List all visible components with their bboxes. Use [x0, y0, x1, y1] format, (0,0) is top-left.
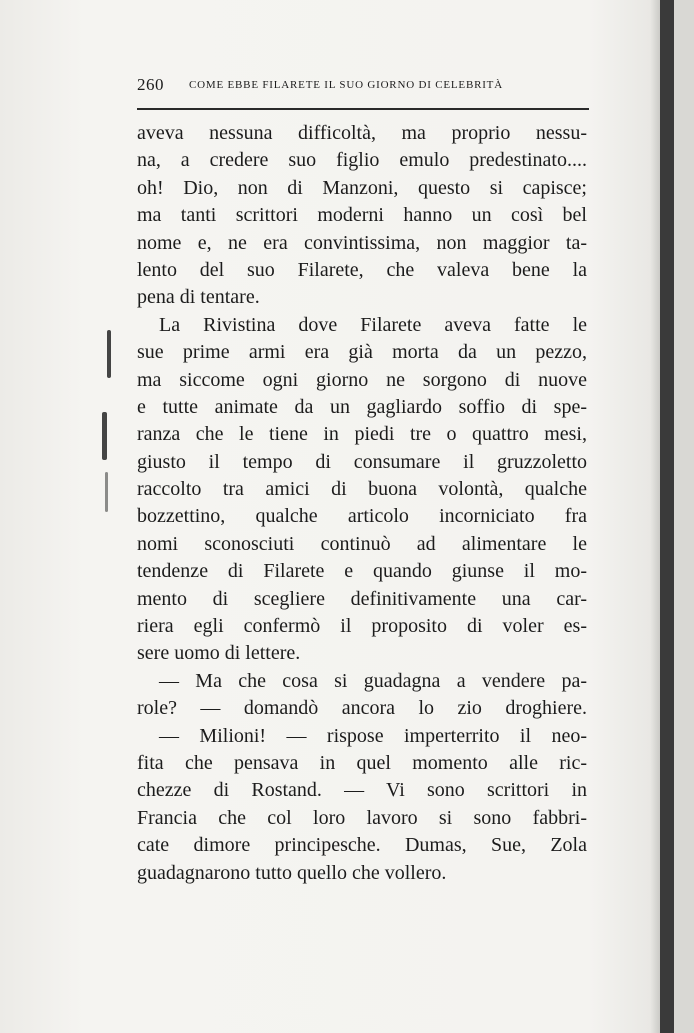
text-line: Francia che col loro lavoro si sono fabbri-	[137, 806, 587, 829]
text-line: lento del suo Filarete, che valeva bene la	[137, 258, 587, 281]
text-line: ranza che le tiene in piedi tre o quattro mesi,	[137, 423, 587, 446]
text-line: aveva nessuna difficoltà, ma proprio nessu-	[137, 122, 587, 144]
body-text	[137, 120, 587, 887]
page-number: 260	[137, 75, 164, 94]
text-line: giusto il tempo di consumare il gruzzoletto	[137, 450, 587, 473]
running-head	[137, 72, 587, 96]
margin-pencil-mark	[105, 472, 108, 512]
text-line: na, a credere suo figlio emulo predestinato....	[137, 149, 587, 172]
text-line: mento di scegliere definitivamente una car-	[137, 587, 587, 610]
text-line: pena di tentare.	[137, 286, 260, 309]
text-line: bozzettino, qualche articolo incorniciato fra	[137, 505, 587, 528]
text-line: nomi sconosciuti continuò ad alimentare le	[137, 532, 587, 555]
text-line: cate dimore principesche. Dumas, Sue, Zola	[137, 834, 587, 857]
text-line: nome e, ne era convintissima, non maggior ta-	[137, 231, 587, 254]
text-line: sere uomo di lettere.	[137, 642, 301, 665]
text-line: e tutte animate da un gagliardo soffio di spe-	[137, 395, 587, 418]
text-line: ma siccome ogni giorno ne sorgono di nuove	[137, 368, 587, 391]
text-line: guadagnarono tutto quello che vollero.	[137, 861, 447, 884]
text-line: oh! Dio, non di Manzoni, questo si capisce;	[137, 176, 587, 199]
text-line: chezze di Rostand. — Vi sono scrittori in	[137, 779, 587, 802]
header-rule	[137, 108, 589, 110]
text-line: ma tanti scrittori moderni hanno un così bel	[137, 204, 587, 227]
text-line: sue prime armi era già morta da un pezzo,	[137, 341, 587, 364]
text-line: role? — domandò ancora lo zio droghiere.	[137, 697, 587, 720]
margin-pencil-mark	[102, 412, 107, 460]
text-line: — Ma che cosa si guadagna a vendere pa-	[159, 669, 587, 692]
margin-pencil-mark	[107, 330, 111, 378]
book-spine-edge	[650, 0, 694, 1033]
text-line: riera egli confermò il proposito di voler es-	[137, 615, 587, 638]
text-line: fita che pensava in quel momento alle ric-	[137, 751, 587, 774]
running-head-title: COME EBBE FILARETE IL SUO GIORNO DI CELEBRITÀ	[189, 79, 503, 91]
text-line: raccolto tra amici di buona volontà, qualche	[137, 478, 587, 501]
text-line: tendenze di Filarete e quando giunse il mo-	[137, 560, 587, 583]
text-line: La Rivistina dove Filarete aveva fatte le	[159, 313, 587, 336]
text-line: — Milioni! — rispose imperterrito il neo-	[159, 724, 587, 747]
